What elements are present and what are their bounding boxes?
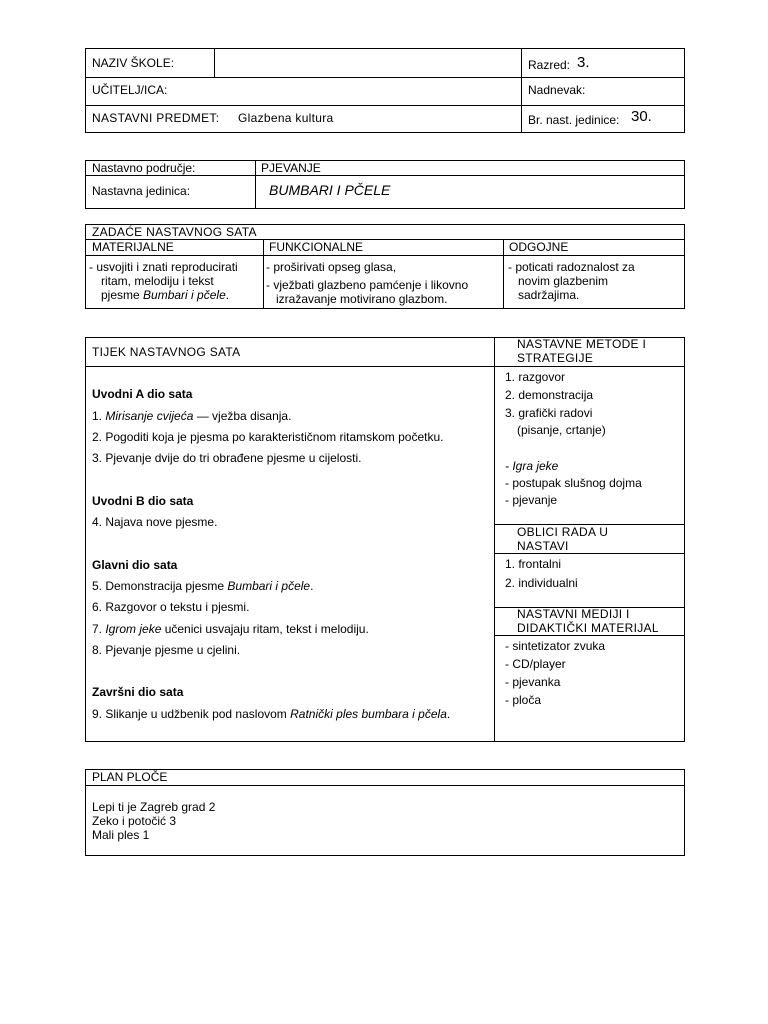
nastavna-jedinica-value: BUMBARI I PČELE [269, 182, 391, 198]
materijalne-line: - usvojiti i znati reproducirati [89, 260, 238, 274]
method-item: 3. grafički radovi [505, 406, 593, 420]
flow-item: 3. Pjevanje dvije do tri obrađene pjesme u cijelosti. [92, 451, 362, 465]
media-title: NASTAVNI MEDIJI I [517, 607, 630, 621]
media-item: - pjevanka [505, 675, 561, 689]
nadnevak-label: Nadnevak: [528, 83, 586, 97]
materijalne-line: ritam, melodiju i tekst [101, 274, 214, 288]
funkcionalne-line: izražavanje motivirano glazbom. [276, 292, 448, 306]
media-title: DIDAKTIČKI MATERIJAL [517, 621, 659, 635]
naziv-skole-label: NAZIV ŠKOLE: [92, 56, 175, 70]
method-item: - postupak slušnog dojma [505, 476, 642, 490]
method-item: - pjevanje [505, 493, 558, 507]
col-odgojne-header: ODGOJNE [509, 240, 569, 254]
materijalne-line: pjesme Bumbari i pčele. [101, 288, 230, 302]
form-item: 1. frontalni [505, 557, 562, 571]
jedinica-number-value: 30. [631, 108, 652, 125]
glavni-title: Glavni dio sata [92, 558, 178, 572]
podrucje-label: Nastavno područje: [92, 161, 196, 175]
board-line: Mali ples 1 [92, 828, 150, 842]
method-item: (pisanje, crtanje) [517, 423, 606, 437]
tasks-title: ZADAĆE NASTAVNOG SATA [92, 225, 257, 239]
uvodni-b-title: Uvodni B dio sata [92, 494, 194, 508]
col-funkcionalne-header: FUNKCIONALNE [269, 240, 364, 254]
methods-title: STRATEGIJE [517, 351, 594, 365]
board-line: Lepi ti je Zagreb grad 2 [92, 800, 216, 814]
media-item: - ploča [505, 693, 542, 707]
predmet-label: NASTAVNI PREDMET: [92, 111, 220, 125]
media-item: - sintetizator zvuka [505, 639, 606, 653]
method-item: 1. razgovor [505, 370, 566, 384]
methods-title: NASTAVNE METODE I [517, 337, 647, 351]
board-line: Zeko i potočić 3 [92, 814, 177, 828]
form-item: 2. individualni [505, 576, 578, 590]
razred-label: Razred: [528, 58, 571, 72]
nastavna-jedinica-label: Nastavna jedinica: [92, 184, 191, 198]
jedinica-number-label: Br. nast. jedinice: [528, 113, 620, 127]
flow-item: 2. Pogoditi koja je pjesma po karakterističnom ritamskom početku. [92, 430, 444, 444]
razred-value: 3. [577, 54, 590, 71]
zavrsni-title: Završni dio sata [92, 685, 184, 699]
flow-item: 9. Slikanje u udžbenik pod naslovom Ratnički ples bumbara i pčela. [92, 707, 451, 721]
media-item: - CD/player [505, 657, 566, 671]
odgojne-line: - poticati radoznalost za [508, 260, 635, 274]
podrucje-value: PJEVANJE [261, 161, 321, 175]
header-table [85, 48, 685, 133]
flow-title: TIJEK NASTAVNOG SATA [92, 345, 241, 359]
funkcionalne-line: - vježbati glazbeno pamćenje i likovno [266, 278, 469, 292]
flow-item: 5. Demonstracija pjesme Bumbari i pčele. [92, 579, 314, 593]
uvodni-a-title: Uvodni A dio sata [92, 387, 193, 401]
method-item: - Igra jeke [505, 459, 559, 473]
ucitelj-label: UČITELJ/ICA: [92, 83, 168, 97]
col-materijalne-header: MATERIJALNE [92, 240, 174, 254]
tasks-table [85, 224, 685, 309]
flow-item: 8. Pjevanje pjesme u cjelini. [92, 643, 241, 657]
flow-item: 7. Igrom jeke učenici usvajaju ritam, tekst i melodiju. [92, 622, 369, 636]
flow-table [85, 337, 685, 742]
odgojne-line: sadržajima. [518, 288, 580, 302]
funkcionalne-line: - proširivati opseg glasa, [266, 260, 397, 274]
odgojne-line: novim glazbenim [518, 274, 609, 288]
unit-table [85, 160, 685, 209]
flow-item: 4. Najava nove pjesme. [92, 515, 218, 529]
flow-item: 6. Razgovor o tekstu i pjesmi. [92, 600, 250, 614]
board-title: PLAN PLOČE [92, 770, 168, 784]
forms-title: NASTAVI [517, 539, 569, 553]
forms-title: OBLICI RADA U [517, 525, 609, 539]
board-plan-table [85, 769, 685, 856]
flow-item: 1. Mirisanje cvijeća — vježba disanja. [92, 409, 292, 423]
predmet-value: Glazbena kultura [238, 111, 334, 125]
method-item: 2. demonstracija [505, 388, 594, 402]
